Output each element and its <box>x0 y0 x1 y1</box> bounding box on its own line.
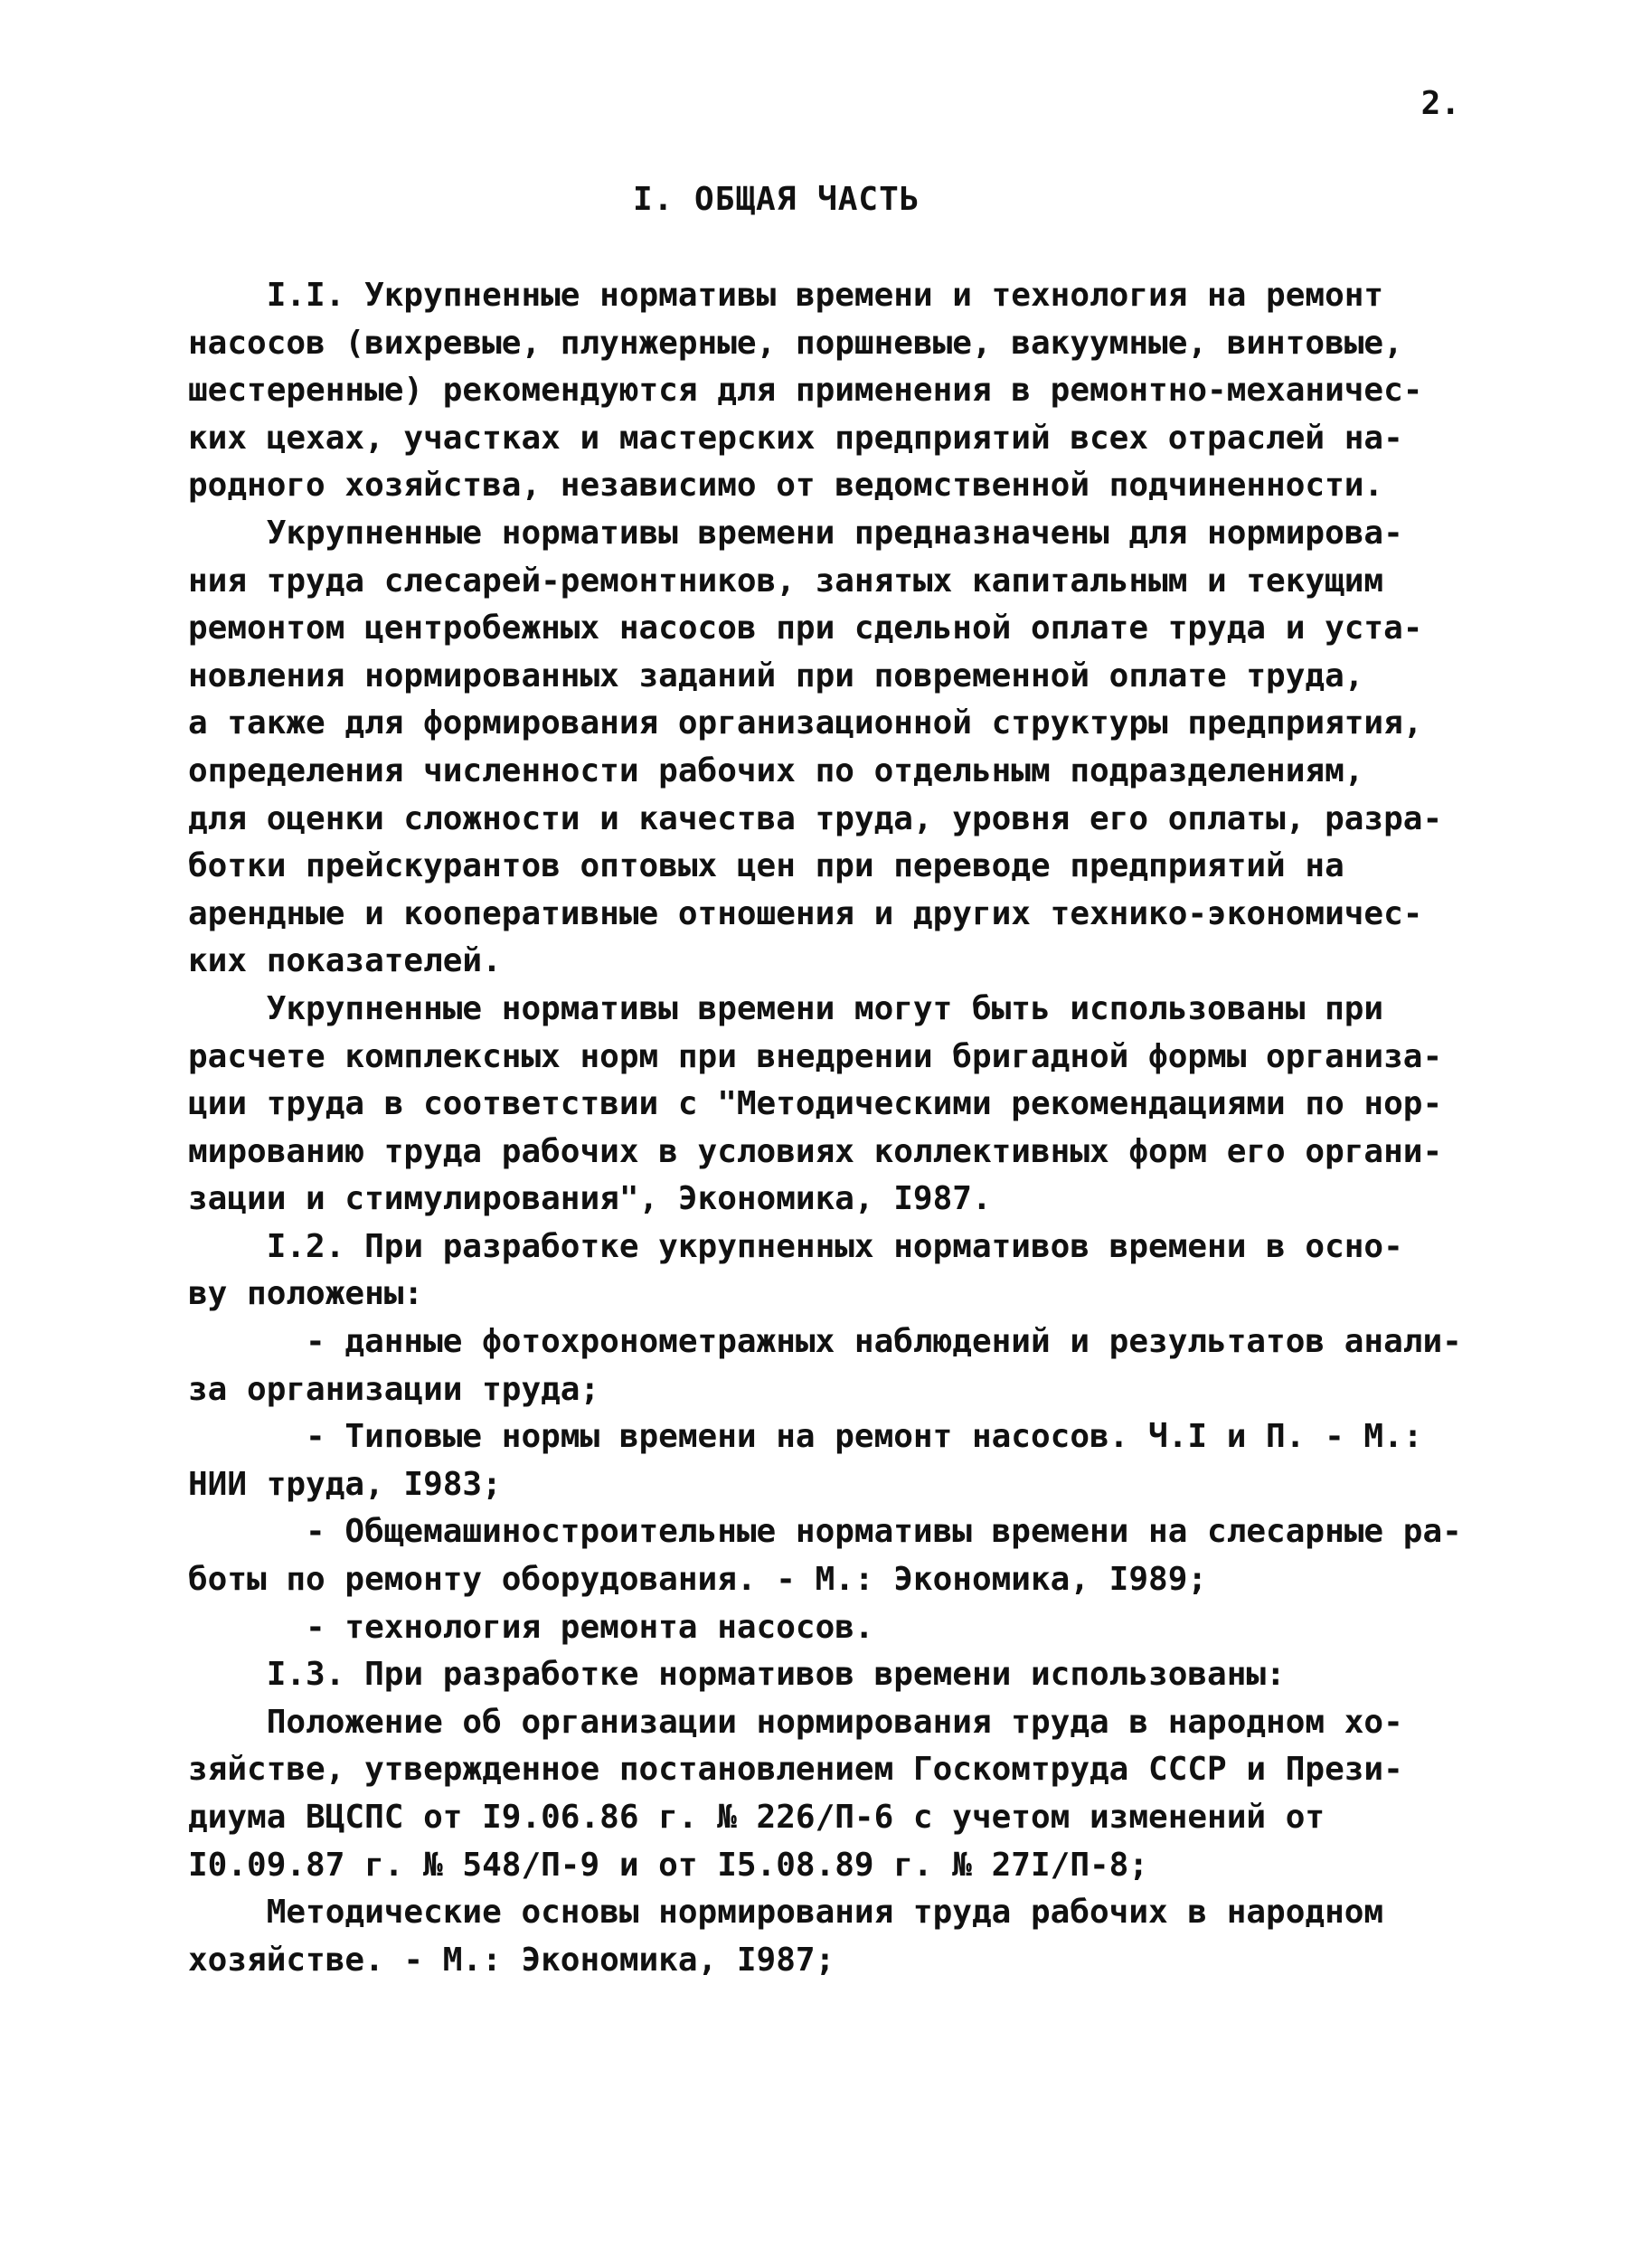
text-line: Укрупненные нормативы времени предназначены для нормирова- <box>188 514 1403 552</box>
text-line: ву положены: <box>188 1275 424 1313</box>
text-line: арендные и кооперативные отношения и других технико-экономичес- <box>188 894 1423 932</box>
text-line: I.3. При разработке нормативов времени использованы: <box>188 1656 1286 1694</box>
text-line: - Типовые нормы времени на ремонт насосов. Ч.I и П. - М.: <box>188 1418 1423 1456</box>
text-line: Укрупненные нормативы времени могут быть использованы при <box>188 989 1384 1027</box>
text-line: зяйстве, утвержденное постановлением Госкомтруда СССР и Прези- <box>188 1751 1403 1789</box>
text-line: ких показателей. <box>188 942 502 980</box>
text-line: зации и стимулирования", Экономика, I987. <box>188 1180 992 1218</box>
text-line: ботки прейскурантов оптовых цен при переводе предприятий на <box>188 847 1344 885</box>
text-line: насосов (вихревые, плунжерные, поршневые, вакуумные, винтовые, <box>188 324 1403 362</box>
text-line: - данные фотохронометражных наблюдений и результатов анали- <box>188 1323 1462 1361</box>
text-line: родного хозяйства, независимо от ведомственной подчиненности. <box>188 467 1384 505</box>
text-line: шестеренные) рекомендуются для применения в ремонтно-механичес- <box>188 372 1423 410</box>
text-line: хозяйстве. - М.: Экономика, I987; <box>188 1941 835 1979</box>
text-line: для оценки сложности и качества труда, уровня его оплаты, разра- <box>188 799 1443 837</box>
text-line: ремонтом центробежных насосов при сдельной оплате труда и уста- <box>188 610 1423 647</box>
text-line: боты по ремонту оборудования. - М.: Экономика, I989; <box>188 1561 1208 1599</box>
text-line: ции труда в соответствии с "Методическими рекомендациями по нор- <box>188 1085 1443 1123</box>
text-line: I.2. При разработке укрупненных нормативов времени в осно- <box>188 1227 1403 1265</box>
text-line: расчете комплексных норм при внедрении бригадной формы организа- <box>188 1037 1443 1075</box>
text-line: I0.09.87 г. № 548/П-9 и от I5.08.89 г. № 27I/П-8; <box>188 1846 1149 1884</box>
section-title: I. ОБЩАЯ ЧАСТЬ <box>633 181 920 218</box>
text-line: определения численности рабочих по отдельным подразделениям, <box>188 751 1364 789</box>
text-line: ния труда слесарей-ремонтников, занятых капитальным и текущим <box>188 562 1384 600</box>
text-line: НИИ труда, I983; <box>188 1465 502 1503</box>
text-line: - технология ремонта насосов. <box>188 1608 874 1646</box>
text-line: Положение об организации нормирования труда в народном хо- <box>188 1703 1403 1741</box>
text-line: а также для формирования организационной структуры предприятия, <box>188 704 1423 742</box>
text-line: новления нормированных заданий при повременной оплате труда, <box>188 657 1364 695</box>
text-line: мированию труда рабочих в условиях коллективных форм его органи- <box>188 1132 1443 1170</box>
text-line: ких цехах, участках и мастерских предприятий всех отраслей на- <box>188 419 1403 457</box>
text-line: I.I. Укрупненные нормативы времени и технология на ремонт <box>188 277 1384 314</box>
text-line: - Общемашиностроительные нормативы времени на слесарные ра- <box>188 1513 1462 1551</box>
text-line: за организации труда; <box>188 1370 600 1408</box>
page-number: 2. <box>1420 85 1460 122</box>
text-line: диума ВЦСПС от I9.06.86 г. № 226/П-6 с учетом изменений от <box>188 1799 1325 1836</box>
text-line: Методические основы нормирования труда рабочих в народном <box>188 1894 1384 1932</box>
body-text <box>188 272 1481 1984</box>
